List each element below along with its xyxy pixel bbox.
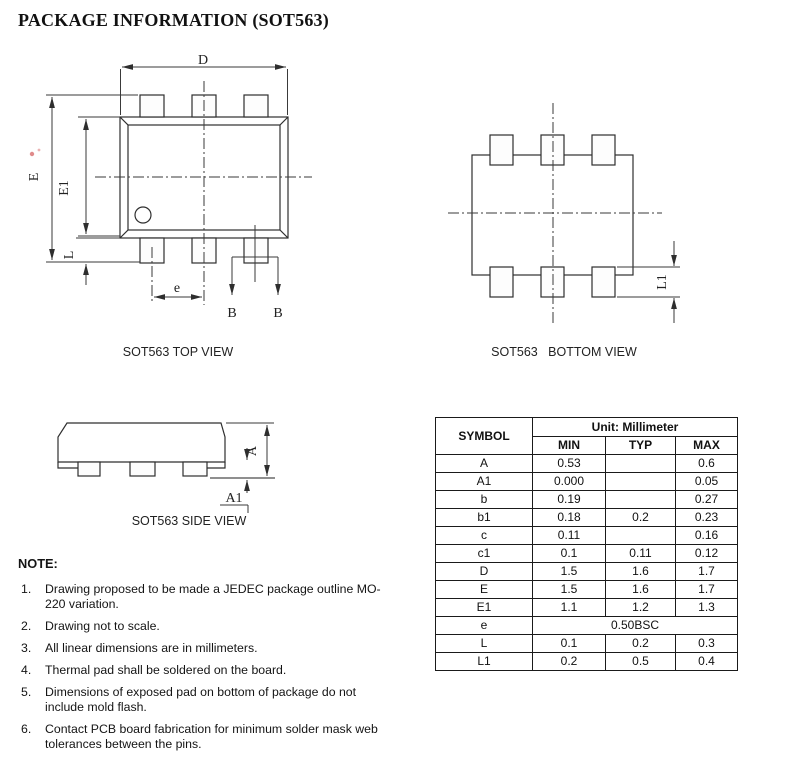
package-body-side — [58, 423, 225, 476]
cell-symbol: E1 — [436, 599, 533, 617]
cell-min: 0.11 — [533, 527, 606, 545]
cell-typ: 1.2 — [606, 599, 676, 617]
note-item: Drawing not to scale. — [45, 619, 160, 633]
cell-max: 0.27 — [676, 491, 738, 509]
cell-typ: 1.6 — [606, 581, 676, 599]
cell-max: 0.4 — [676, 653, 738, 671]
table-row — [436, 527, 738, 545]
side-view-drawing — [40, 405, 290, 515]
cell-min: 1.5 — [533, 581, 606, 599]
bottom-pads — [490, 135, 615, 297]
cell-typ: 0.11 — [606, 545, 676, 563]
cell-symbol: b — [436, 491, 533, 509]
notes-section — [18, 556, 392, 759]
cell-typ: 0.2 — [606, 635, 676, 653]
table-row — [436, 635, 738, 653]
col-header-max: MAX — [676, 437, 738, 455]
cell-min: 0.53 — [533, 455, 606, 473]
dim-label-L: L — [62, 250, 77, 260]
cell-max: 0.05 — [676, 473, 738, 491]
cell-max: 0.16 — [676, 527, 738, 545]
dimension-A1 — [220, 448, 248, 513]
dimension-A — [210, 423, 275, 478]
cell-min: 1.1 — [533, 599, 606, 617]
cell-span-value: 0.50BSC — [533, 617, 738, 635]
cell-symbol: b1 — [436, 509, 533, 527]
dim-label-E: E — [27, 172, 42, 182]
cell-typ: 0.2 — [606, 509, 676, 527]
col-header-unit: Unit: Millimeter — [533, 418, 738, 437]
table-row — [436, 563, 738, 581]
side-view-caption: SOT563 SIDE VIEW — [131, 514, 247, 528]
cell-min: 0.2 — [533, 653, 606, 671]
dim-label-D: D — [197, 55, 209, 68]
top-view-drawing — [20, 55, 340, 333]
cell-symbol: D — [436, 563, 533, 581]
table-row — [436, 473, 738, 491]
cell-symbol: c — [436, 527, 533, 545]
cell-symbol: A1 — [436, 473, 533, 491]
cell-max: 1.7 — [676, 563, 738, 581]
cell-typ — [606, 473, 676, 491]
pin1-marker-dot — [135, 207, 151, 223]
cell-symbol: L — [436, 635, 533, 653]
cell-symbol: L1 — [436, 653, 533, 671]
dimension-L1 — [617, 241, 680, 323]
cell-max: 0.6 — [676, 455, 738, 473]
dim-label-e: e — [173, 281, 181, 296]
table-header-row — [436, 418, 738, 437]
cell-min: 0.19 — [533, 491, 606, 509]
col-header-min: MIN — [533, 437, 606, 455]
cell-symbol: E — [436, 581, 533, 599]
cell-max: 0.23 — [676, 509, 738, 527]
cell-symbol: A — [436, 455, 533, 473]
col-header-typ: TYP — [606, 437, 676, 455]
notes-heading: NOTE: — [18, 556, 58, 571]
cell-typ — [606, 491, 676, 509]
dim-label-B-right: B — [273, 306, 283, 321]
col-header-symbol: SYMBOL — [436, 418, 533, 455]
table-row — [436, 545, 738, 563]
scan-artifact-dot — [38, 149, 41, 152]
table-row — [436, 599, 738, 617]
cell-typ — [606, 527, 676, 545]
table-row — [436, 491, 738, 509]
cell-typ — [606, 455, 676, 473]
page-title: PACKAGE INFORMATION (SOT563) — [18, 10, 329, 30]
dim-label-E1: E1 — [57, 180, 72, 196]
dim-label-B-left: B — [227, 306, 237, 321]
note-item: Thermal pad shall be soldered on the board. — [45, 663, 287, 677]
top-view-caption: SOT563 TOP VIEW — [122, 345, 234, 359]
dim-label-L1: L1 — [655, 274, 670, 290]
cell-symbol: e — [436, 617, 533, 635]
table-row — [436, 617, 738, 635]
cell-min: 0.000 — [533, 473, 606, 491]
note-item: Drawing proposed to be made a JEDEC package outline MO-220 variation. — [45, 582, 381, 611]
table-row — [436, 509, 738, 527]
cell-typ: 1.6 — [606, 563, 676, 581]
dim-label-A: A — [245, 445, 260, 457]
cell-max: 1.7 — [676, 581, 738, 599]
notes-list — [18, 582, 392, 752]
table-row — [436, 581, 738, 599]
table-row — [436, 455, 738, 473]
dimension-table — [435, 417, 738, 671]
cell-typ: 0.5 — [606, 653, 676, 671]
scan-artifact-dot — [30, 152, 34, 156]
cell-max: 1.3 — [676, 599, 738, 617]
dimension-e — [154, 281, 202, 297]
cell-min: 0.1 — [533, 635, 606, 653]
cell-max: 0.12 — [676, 545, 738, 563]
cell-max: 0.3 — [676, 635, 738, 653]
section-B-indicator — [227, 225, 282, 321]
note-item: Contact PCB board fabrication for minimum solder mask web tolerances between the pins. — [45, 722, 378, 751]
note-item: Dimensions of exposed pad on bottom of package do not include mold flash. — [45, 685, 357, 714]
cell-min: 0.1 — [533, 545, 606, 563]
bottom-view-drawing — [440, 95, 700, 340]
cell-symbol: c1 — [436, 545, 533, 563]
cell-min: 0.18 — [533, 509, 606, 527]
note-item: All linear dimensions are in millimeters. — [45, 641, 258, 655]
dim-label-A1: A1 — [225, 491, 243, 506]
bottom-view-caption: SOT563 BOTTOM VIEW — [491, 345, 637, 359]
cell-min: 1.5 — [533, 563, 606, 581]
table-row — [436, 653, 738, 671]
